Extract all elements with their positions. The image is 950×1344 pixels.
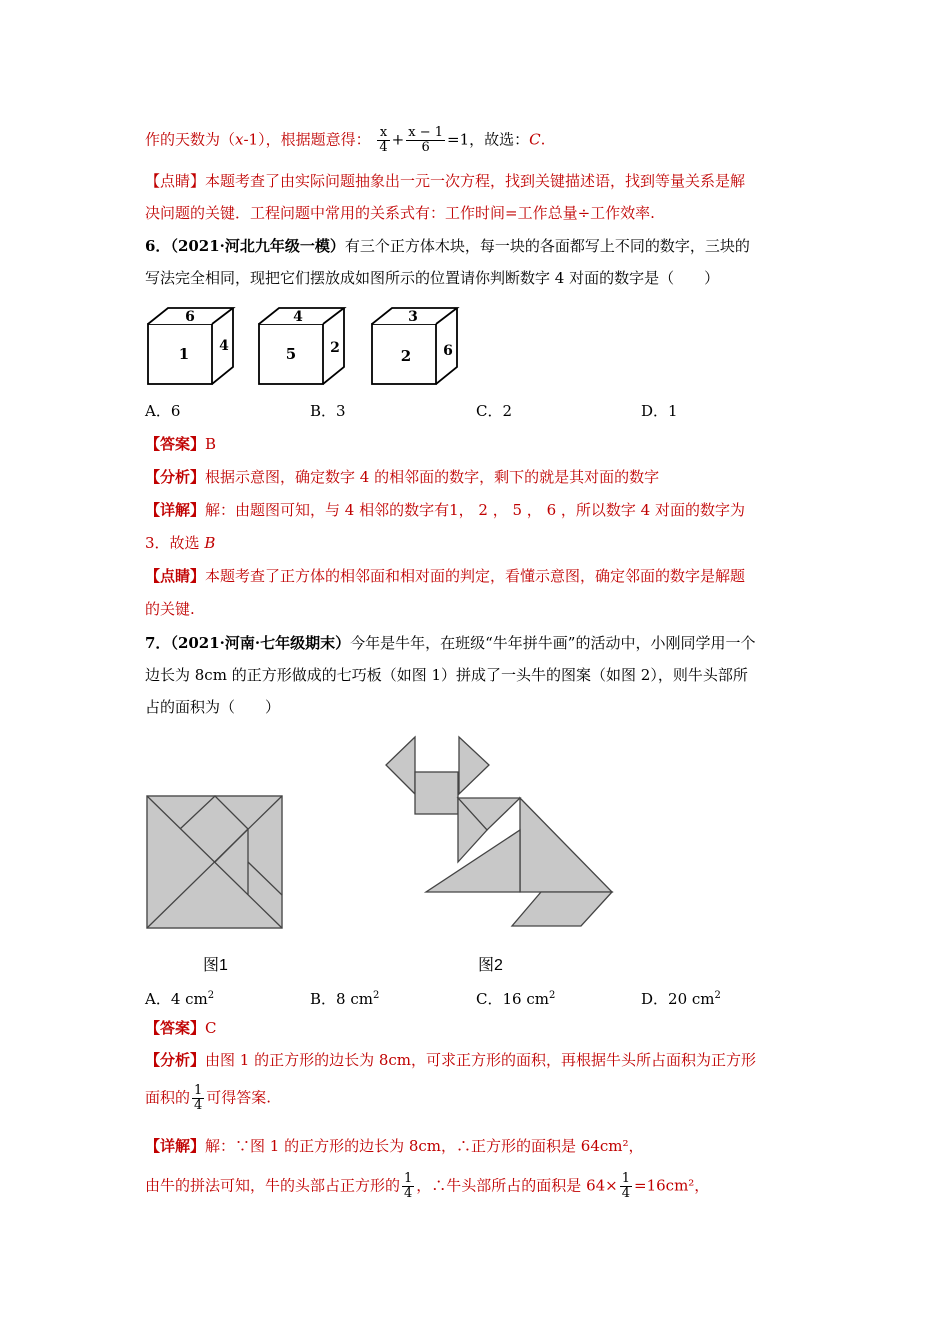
option-c: C．2 [476, 402, 513, 420]
cube-1-front: 1 [178, 345, 190, 363]
analysis-line2: 面积的 $\frac{1}{4}$ 可得答案. [145, 1083, 272, 1113]
question-7-line3: 占的面积为（ ） [145, 698, 281, 716]
fraction: $\frac{1}{4}$ [404, 1171, 413, 1201]
detail-line: 【详解】解：由题图可知，与 4 相邻的数字有1， 2 ， 5 ， 6 ，所以数字 4 对面的数字为 [145, 501, 745, 519]
option-d: D．20 $cm^2$ [641, 990, 721, 1008]
fraction: $\frac{1}{4}$ [194, 1083, 203, 1113]
cube-3-top: 3 [408, 309, 418, 325]
note-line2: 的关键. [145, 600, 195, 618]
option-a: A．6 [145, 402, 181, 420]
answer-line: 【答案】B [145, 435, 217, 453]
question-6: 6．（2021·河北九年级一模）有三个正方体木块，每一块的各面都写上不同的数字，三块的 [145, 237, 750, 255]
cube-2-side: 2 [330, 340, 340, 356]
question-7: 7．（2021·河南·七年级期末）今年是牛年，在班级“牛年拼牛画”的活动中，小刚同学用一个 [145, 634, 756, 652]
answer-line: 【答案】C [145, 1019, 217, 1037]
analysis-line: 【分析】由图 1 的正方形的边长为 8cm，可求正方形的面积，再根据牛头所占面积为正方形 [145, 1051, 757, 1069]
fraction: $\frac{1}{4}$ [621, 1171, 631, 1201]
tangram-square-figure [145, 794, 285, 930]
question-6-line2: 写法完全相同，现把它们摆放成如图所示的位置请你判断数字 4 对面的数字是（ ） [145, 269, 720, 287]
cube-3-front: 2 [400, 347, 412, 365]
figure-1-caption: 图1 [203, 957, 228, 974]
cube-1-side: 4 [219, 338, 229, 354]
analysis-line: 【分析】根据示意图，确定数字 4 的相邻面的数字，剩下的就是其对面的数字 [145, 468, 660, 486]
option-a: A．4 $cm^2$ [145, 990, 215, 1008]
fraction: $\frac{x}{4}$ [379, 125, 388, 155]
note-line: 【点睛】本题考查了正方体的相邻面和相对面的判定，看懂示意图，确定邻面的数字是解题 [145, 567, 746, 585]
cube-1 [148, 308, 233, 384]
option-b: B．3 [310, 402, 346, 420]
figure-2-caption: 图2 [478, 957, 503, 974]
question-7-line2: 边长为 8cm 的正方形做成的七巧板（如图 1）拼成了一头牛的图案（如图 2），则牛头部所 [145, 666, 748, 684]
cube-2 [259, 308, 344, 384]
detail-line2: 3．故选 B [145, 534, 216, 552]
cube-2-top: 4 [293, 309, 303, 325]
tangram-ox-figure [380, 730, 620, 930]
option-b: B．8 $cm^2$ [310, 990, 380, 1008]
text-line: 作的天数为（x-1），根据题意得： $\frac{x}{4}$ + $\frac{x - 1}{6}$ =1，故选：C. [145, 125, 546, 155]
cube-3-side: 6 [443, 343, 453, 359]
detail-line2: 由牛的拼法可知，牛的头部占正方形的 $\frac{1}{4}$ ，∴牛头部所占的面积是 64× $\frac{1}{4}$ =16cm²， [145, 1171, 710, 1201]
option-d: D．1 [641, 402, 678, 420]
cube-3 [372, 308, 457, 384]
note-line: 决问题的关键．工程问题中常用的关系式有：工作时间=工作总量÷工作效率. [145, 204, 655, 222]
cube-2-front: 5 [285, 345, 297, 363]
cube-1-top: 6 [185, 309, 195, 325]
note-line: 【点睛】本题考查了由实际问题抽象出一元一次方程，找到关键描述语，找到等量关系是解 [145, 172, 746, 190]
option-c: C．16 $cm^2$ [476, 990, 556, 1008]
cubes-figure [140, 302, 470, 392]
fraction: $\frac{x - 1}{6}$ [408, 125, 444, 155]
detail-line: 【详解】解：∵图 1 的正方形的边长为 8cm，∴正方形的面积是 64cm²， [145, 1137, 644, 1155]
